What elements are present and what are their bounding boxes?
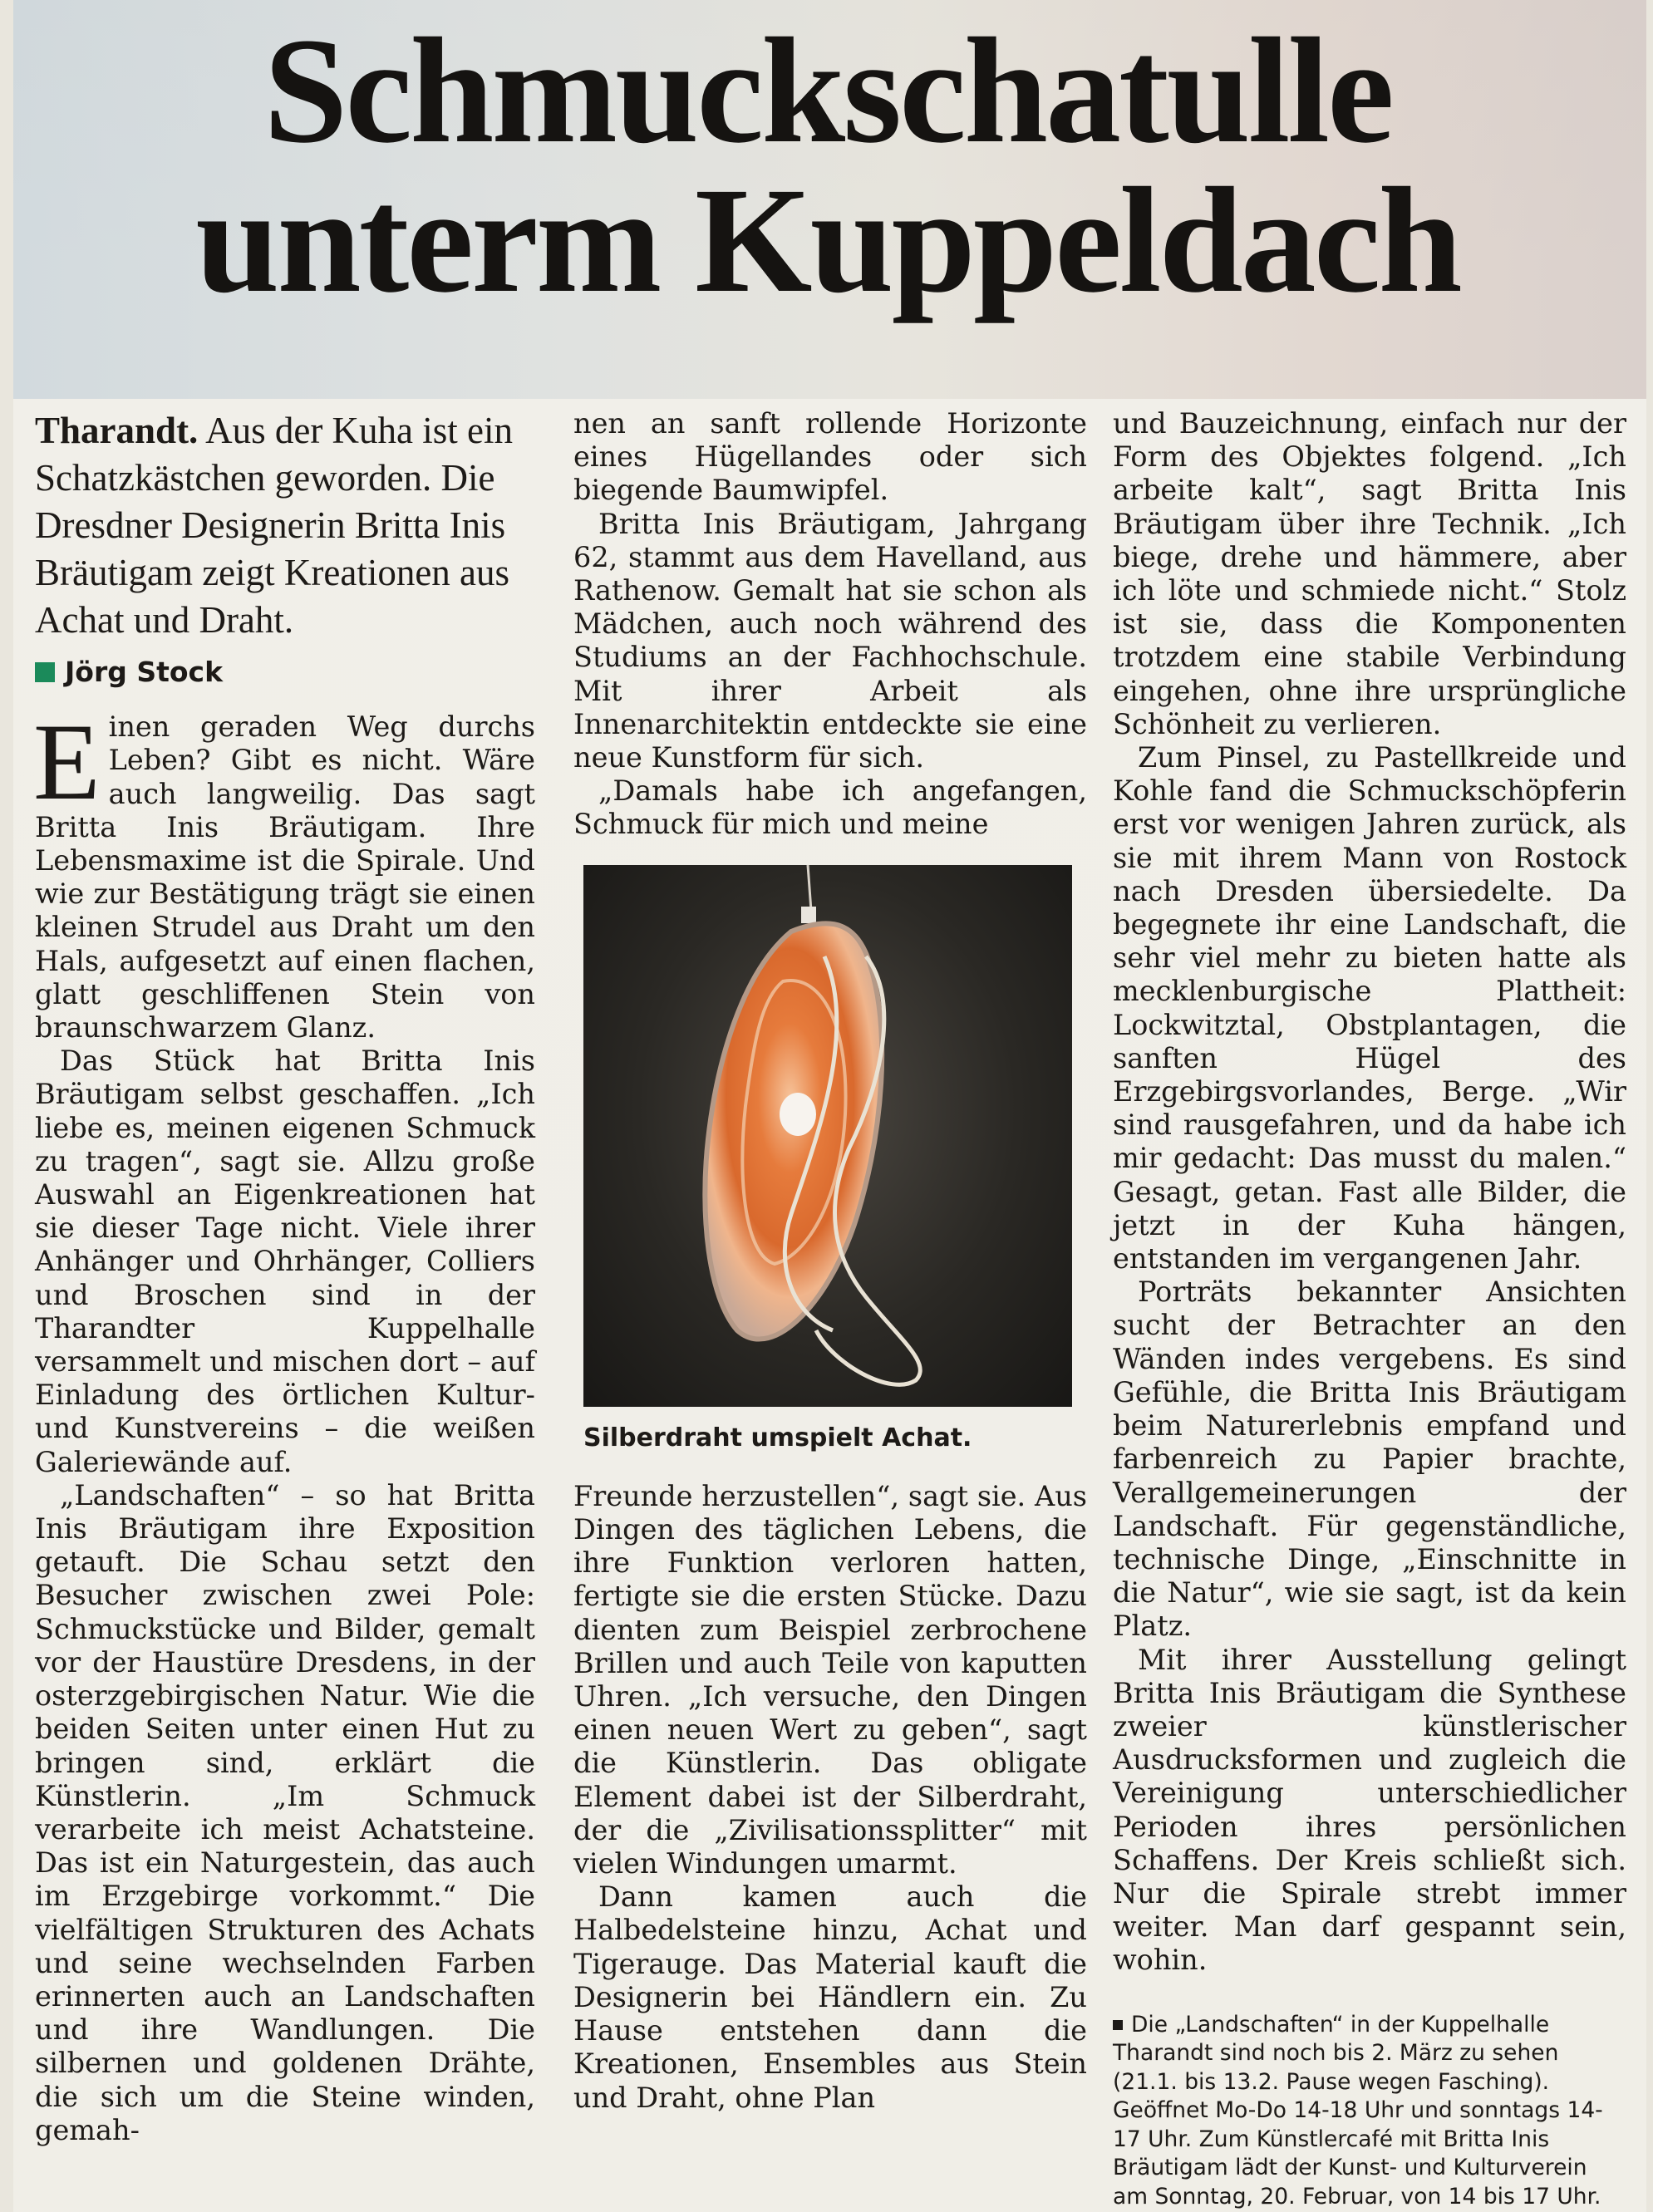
body-paragraph-6: „Damals habe ich angefangen, Schmuck für mich und meine	[573, 774, 1087, 841]
headline-line-2: unterm Kuppeldach	[195, 157, 1460, 324]
body-paragraph-1-text: inen geraden Weg durchs Leben? Gibt es nicht. Wäre auch langweilig. Das sagt Britta Inis Bräutigam. Ihre Lebensmaxime ist die Spirale. Und wie zur Bestätigung trägt sie einen kleinen Strudel aus Draht um den Hals, aufgesetzt auf einen flachen, glatt geschliffenen Stein von braunschwarzem Glanz.	[35, 710, 535, 1045]
lead-paragraph	[35, 407, 535, 644]
drop-cap: E	[33, 700, 101, 823]
author-marker-icon	[35, 662, 55, 682]
agate-pendant-photo	[583, 865, 1072, 1407]
body-paragraph-7: Freunde herzustellen“, sagt sie. Aus Dingen des täglichen Lebens, die ihre Funktion verloren hatten, fertigte sie die ersten Stücke. Dazu dienten zum Beispiel zerbrochene Brillen und auch Teile von kaputten Uhren. „Ich versuche, den Dingen einen neuen Wert zu geben“, sagt die Künstlerin. Das obligate Element dabei ist der Silberdraht, der die „Zivilisationssplitter“ mit vielen Windungen umarmt.	[573, 1479, 1087, 1880]
article-column-1	[35, 407, 535, 2147]
body-paragraph-12: Mit ihrer Ausstellung gelingt Britta Inis Bräutigam die Synthese zweier künstlerischer Ausdrucksformen und zugleich die Vereinigung unterschiedlicher Perioden ihres persönlichen Schaffens. Der Kreis schließt sich. Nur die Spirale strebt immer weiter. Man darf gespannt sein, wohin.	[1113, 1643, 1626, 1977]
body-paragraph-2: Das Stück hat Britta Inis Bräutigam selbst geschaffen. „Ich liebe es, meinen eigenen Schmuck zu tragen“, sagt sie. Allzu große Auswahl an Eigenkreationen hat sie dieser Tage nicht. Viele ihrer Anhänger und Ohrhänger, Colliers und Broschen sind in der Tharandter Kuppelhalle versammelt und mischen dort – auf Einladung des örtlichen Kultur- und Kunstvereins – die weißen Galeriewände auf.	[35, 1045, 535, 1478]
agate-pendant-illustration	[583, 865, 1072, 1407]
article-column-3	[1113, 407, 1626, 2211]
body-paragraph-11: Porträts bekannter Ansichten sucht der Betrachter an den Wänden indes vergebens. Es sind Gefühle, die Britta Inis Bräutigam beim Naturerlebnis empfand und farbenreich zu Papier brachte, Verallgemeinerungen der Landschaft. Für gegenständliche, technische Dinge, „Einschnitte in die Natur“, wie sie sagt, ist da kein Platz.	[1113, 1276, 1626, 1643]
lead-place: Tharandt.	[35, 410, 199, 451]
headline-line-1: Schmuckschatulle	[263, 7, 1392, 175]
body-paragraph-10: Zum Pinsel, zu Pastellkreide und Kohle fand die Schmuckschöpferin erst vor wenigen Jahren zurück, als sie mit ihrem Mann von Rostock nach Dresden übersiedelte. Da begegnete ihr eine Landschaft, die sehr viel mehr zu bieten hatte als mecklenburgische Plattheit: Lockwitztal, Obstplantagen, die sanften Hügel des Erzgebirgsvorlandes, Berge. „Wir sind rausgefahren, und da habe ich mir gedacht: Das musst du malen.“ Gesagt, getan. Fast alle Bilder, die jetzt in der Kuha hängen, entstanden im vergangenen Jahr.	[1113, 741, 1626, 1276]
article-column-2	[573, 407, 1087, 2115]
photo-caption: Silberdraht umspielt Achat.	[583, 1423, 972, 1453]
author-byline	[35, 656, 535, 689]
newspaper-page	[13, 0, 1646, 2212]
exhibition-info-text: Die „Landschaften“ in der Kuppelhalle Tharandt sind noch bis 2. März zu sehen (21.1. bis 13.2. Pause wegen Fasching). Geöffnet Mo-Do 14-18 Uhr und sonntags 14-17 Uhr. Zum Künstlercafé mit Britta Inis Bräutigam lädt der Kunst- und Kulturverein am Sonntag, 20. Februar, von 14 bis 17 Uhr.	[1113, 2011, 1603, 2210]
exhibition-info-box	[1113, 2011, 1626, 2212]
author-name: Jörg Stock	[65, 656, 224, 688]
body-paragraph-8: Dann kamen auch die Halbedelsteine hinzu, Achat und Tigerauge. Das Material kauft die Designerin bei Händlern ein. Zu Hause entstehen dann die Kreationen, Ensembles aus Stein und Draht, ohne Plan	[573, 1880, 1087, 2114]
body-paragraph-5: Britta Inis Bräutigam, Jahrgang 62, stammt aus dem Havelland, aus Rathenow. Gemalt hat sie schon als Mädchen, auch noch während des Studiums an der Fachhochschule. Mit ihrer Arbeit als Innenarchitektin entdeckte sie eine neue Kunstform für sich.	[573, 507, 1087, 774]
body-paragraph-1	[33, 700, 535, 1045]
lead-text: Aus der Kuha ist ein Schatzkästchen geworden. Die Dresdner Designerin Britta Inis Bräutigam zeigt Kreationen aus Achat und Draht.	[35, 410, 514, 641]
headline	[30, 7, 1626, 324]
body-paragraph-9: und Bauzeichnung, einfach nur der Form des Objektes folgend. „Ich arbeite kalt“, sagt Britta Inis Bräutigam über ihre Technik. „Ich biege, drehe und hämmere, aber ich löte und schmiede nicht.“ Stolz ist sie, dass die Komponenten trotzdem eine stabile Verbindung eingehen, ohne ihre ursprüngliche Schönheit zu verlieren.	[1113, 407, 1626, 740]
body-paragraph-3: „Landschaften“ – so hat Britta Inis Bräutigam ihre Exposition getauft. Die Schau setzt den Besucher zwischen zwei Pole: Schmuckstücke und Bilder, gemalt vor der Haustüre Dresdens, in der osterzgebirgischen Natur. Wie die beiden Seiten unter einen Hut zu bringen sind, erklärt die Künstlerin. „Im Schmuck verarbeite ich meist Achatsteine. Das ist ein Naturgestein, das auch im Erzgebirge vorkommt.“ Die vielfältigen Strukturen des Achats und seine wechselnden Farben erinnerten auch an Landschaften und ihre Wandlungen. Die silbernen und goldenen Drähte, die sich um die Steine winden, gemah-	[35, 1478, 535, 2146]
body-paragraph-4: nen an sanft rollende Horizonte eines Hügellandes oder sich biegende Baumwipfel.	[573, 407, 1087, 507]
info-bullet-icon	[1113, 2020, 1123, 2030]
